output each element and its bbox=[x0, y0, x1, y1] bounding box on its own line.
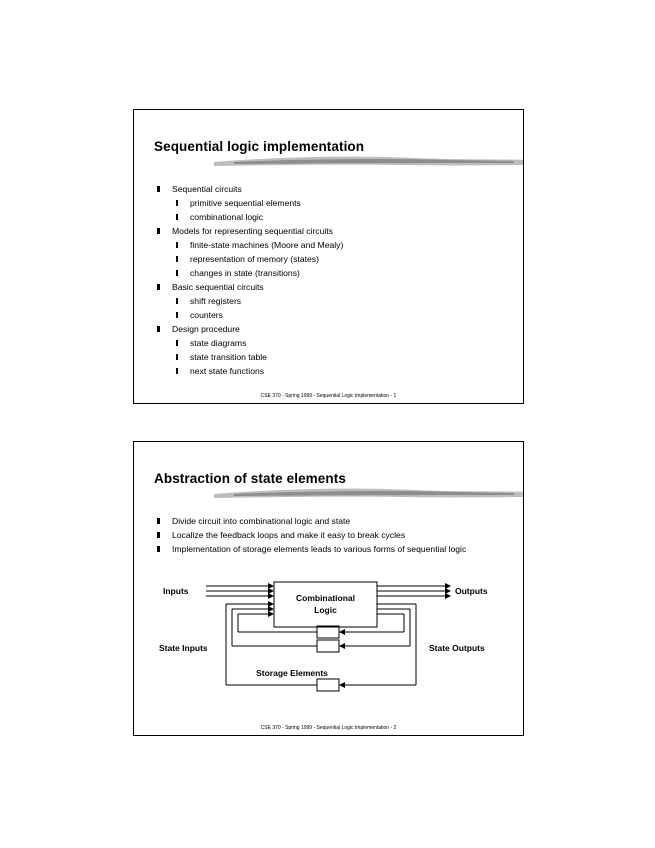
storage-element bbox=[317, 679, 339, 691]
inputs-label: Inputs bbox=[163, 586, 189, 596]
slide-1-bullet-list bbox=[156, 182, 521, 378]
logic-label-line2: Logic bbox=[314, 605, 337, 615]
storage-element bbox=[317, 626, 339, 638]
bullet-item: Sequential circuits primitive sequential elements combinational logic bbox=[156, 182, 521, 224]
slide-1 bbox=[133, 109, 524, 404]
title-underline-swoosh bbox=[214, 153, 524, 169]
sub-bullet-item: counters bbox=[173, 308, 521, 322]
slide-1-footer: CSE 370 - Spring 1999 - Sequential Logic Implementation - 1 bbox=[260, 393, 397, 399]
slide-2-bullet-list bbox=[156, 514, 521, 556]
bullet-item: Localize the feedback loops and make it easy to break cycles bbox=[156, 528, 521, 542]
slide-2 bbox=[133, 441, 524, 736]
sub-bullet-item: next state functions bbox=[173, 364, 521, 378]
sub-bullet-item: changes in state (transitions) bbox=[173, 266, 521, 280]
sub-bullet-item: state diagrams bbox=[173, 336, 521, 350]
sub-bullet-item: primitive sequential elements bbox=[173, 196, 521, 210]
sub-bullet-item: state transition table bbox=[173, 350, 521, 364]
sub-bullet-item: combinational logic bbox=[173, 210, 521, 224]
storage-elements-label: Storage Elements bbox=[256, 668, 328, 678]
logic-label-line1: Combinational bbox=[295, 593, 356, 603]
sequential-logic-diagram bbox=[134, 572, 523, 702]
bullet-item: Design procedure state diagrams state transition table next state functions bbox=[156, 322, 521, 378]
title-underline-swoosh bbox=[214, 485, 524, 501]
bullet-item: Models for representing sequential circuits finite-state machines (Moore and Mealy) representation of memory (states) changes in state (transitions) bbox=[156, 224, 521, 280]
bullet-item: Basic sequential circuits shift registers counters bbox=[156, 280, 521, 322]
state-inputs-label: State Inputs bbox=[159, 643, 208, 653]
sub-bullet-item: shift registers bbox=[173, 294, 521, 308]
sub-bullet-item: representation of memory (states) bbox=[173, 252, 521, 266]
bullet-item: Divide circuit into combinational logic and state bbox=[156, 514, 521, 528]
state-outputs-label: State Outputs bbox=[429, 643, 485, 653]
storage-element bbox=[317, 640, 339, 652]
bullet-item: Implementation of storage elements leads to various forms of sequential logic bbox=[156, 542, 521, 556]
slide-1-title: Sequential logic implementation bbox=[154, 139, 365, 154]
slide-2-title: Abstraction of state elements bbox=[154, 471, 346, 486]
outputs-label: Outputs bbox=[455, 586, 488, 596]
slide-2-footer: CSE 370 - Spring 1999 - Sequential Logic Implementation - 2 bbox=[260, 725, 397, 731]
sub-bullet-item: finite-state machines (Moore and Mealy) bbox=[173, 238, 521, 252]
